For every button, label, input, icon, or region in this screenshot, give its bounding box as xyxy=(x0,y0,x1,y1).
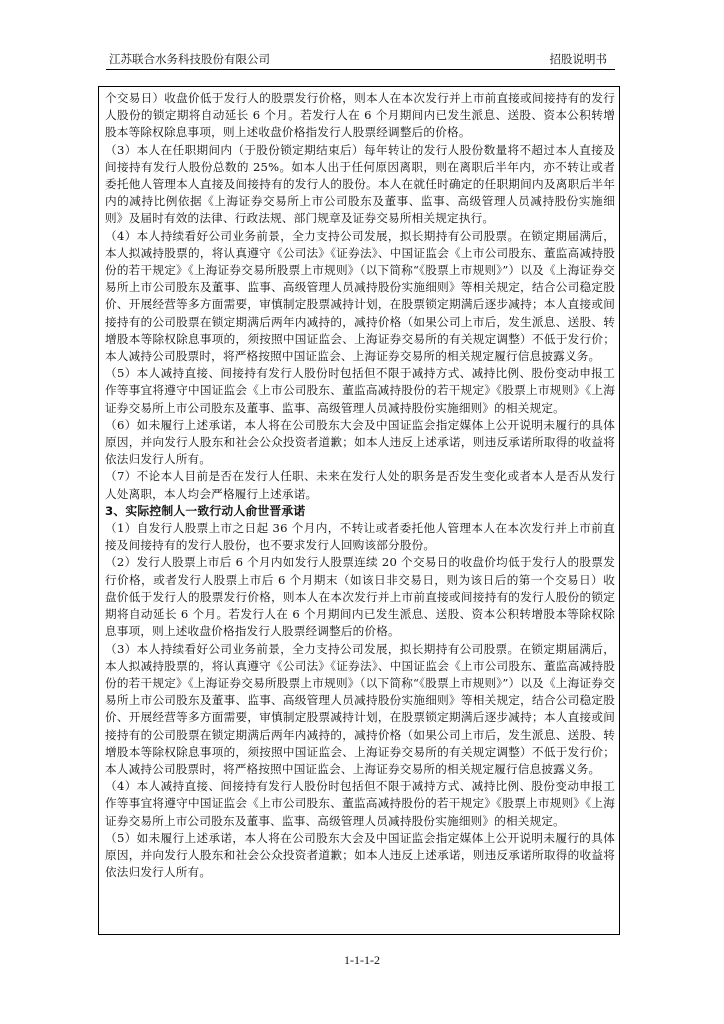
commitment-text-box xyxy=(98,86,620,935)
section-heading: 3、实际控制人一致行动人俞世晋承诺 xyxy=(105,503,306,518)
paragraph: （6）如未履行上述承诺，本人将在公司股东大会及中国证监会指定媒体上公开说明未履行的具体原因，并向发行人股东和社会公众投资者道歉；如本人违反上述承诺，则违反承诺所取得的收益将依法归发行人所有。 xyxy=(105,417,615,467)
document-title: 招股说明书 xyxy=(549,52,607,66)
paragraph: （7）不论本人目前是否在发行人任职、未来在发行人处的职务是否发生变化或者本人是否从发行人处离职，本人均会严格履行上述承诺。 xyxy=(105,469,615,501)
paragraph: （5）如未履行上述承诺，本人将在公司股东大会及中国证监会指定媒体上公开说明未履行的具体原因，并向发行人股东和社会公众投资者道歉；如本人违反上述承诺，则违反承诺所取得的收益将依法归发行人所有。 xyxy=(105,830,615,880)
paragraph: （3）本人在任职期间内（于股份锁定期结束后）每年转让的发行人股份数量将不超过本人直接及间接持有发行人股份总数的 25%。如本人出于任何原因离职，则在离职后半年内，亦不转让或者委托他人管理本人直接及间接持有的发行人的股份。本人在就任时确定的任职期间内及离职后半年内的减持比例依据《上海证券交易所上市公司股东及董事、监事、高级管理人员减持股份实施细则》及届时有效的法律、行政法规、部门规章及证券交易所相关规定执行。 xyxy=(105,142,615,226)
paragraph: 个交易日）收盘价低于发行人的股票发行价格，则本人在本次发行并上市前直接或间接持有的发行人股份的锁定期将自动延长 6 个月。若发行人在 6 个月期间内已发生派息、送股、资本公积转增股本等除权除息事项，则上述收盘价格指发行人股票经调整后的价格。 xyxy=(105,91,615,140)
paragraph: （1）自发行人股票上市之日起 36 个月内，不转让或者委托他人管理本人在本次发行并上市前直接及间接持有的发行人股份，也不要求发行人回购该部分股份。 xyxy=(105,521,615,553)
company-name: 江苏联合水务科技股份有限公司 xyxy=(109,52,270,66)
paragraph: （4）本人减持直接、间接持有发行人股份时包括但不限于减持方式、减持比例、股份变动申报工作等事宜将遵守中国证监会《上市公司股东、董监高减持股份的若干规定》《股票上市规则》《上海证券交易所上市公司股东及董事、监事、高级管理人员减持股份实施细则》的相关规定。 xyxy=(105,779,615,828)
paragraph: （5）本人减持直接、间接持有发行人股份时包括但不限于减持方式、减持比例、股份变动申报工作等事宜将遵守中国证监会《上市公司股东、董监高减持股份的若干规定》《股票上市规则》《上海证券交易所上市公司股东及董事、监事、高级管理人员减持股份实施细则》的相关规定。 xyxy=(105,366,615,415)
page-header xyxy=(106,49,615,70)
paragraph: （3）本人持续看好公司业务前景，全力支持公司发展，拟长期持有公司股票。在锁定期届满后，本人拟减持股票的，将认真遵守《公司法》《证券法》、中国证监会《上市公司股东、董监高减持股份的若干规定》《上海证券交易所股票上市规则》（以下简称“《股票上市规则》”）以及《上海证券交易所上市公司股东及董事、监事、高级管理人员减持股份实施细则》等相关规定，结合公司稳定股价、开展经营等多方面需要，审慎制定股票减持计划，在股票锁定期满后逐步减持；本人直接或间接持有的公司股票在锁定期满后两年内减持的，减持价格（如果公司上市后，发生派息、送股、转增股本等除权除息事项的，须按照中国证监会、上海证券交易所的有关规定调整）不低于发行价；本人减持公司股票时，将严格按照中国证监会、上海证券交易所的相关规定履行信息披露义务。 xyxy=(105,641,615,776)
paragraph: （2）发行人股票上市后 6 个月内如发行人股票连续 20 个交易日的收盘价均低于发行人的股票发行价格，或者发行人股票上市后 6 个月期末（如该日非交易日，则为该日后的第一个交易日）收盘价低于发行人的股票发行价格，则本人在本次发行并上市前直接或间接持有的发行人股份的锁定期将自动延长 6 个月。若发行人在 6 个月期间内已发生派息、送股、资本公积转增股本等除权除息事项，则上述收盘价格指发行人股票经调整后的价格。 xyxy=(105,555,615,639)
page-number: 1-1-1-2 xyxy=(344,953,380,967)
paragraph: （4）本人持续看好公司业务前景，全力支持公司发展，拟长期持有公司股票。在锁定期届满后，本人拟减持股票的，将认真遵守《公司法》《证券法》、中国证监会《上市公司股东、董监高减持股份的若干规定》《上海证券交易所股票上市规则》（以下简称“《股票上市规则》”）以及《上海证券交易所上市公司股东及董事、监事、高级管理人员减持股份实施细则》等相关规定，结合公司稳定股价、开展经营等多方面需要，审慎制定股票减持计划，在股票锁定期满后逐步减持；本人直接或间接持有的公司股票在锁定期满后两年内减持的，减持价格（如果公司上市后，发生派息、送股、转增股本等除权除息事项的，须按照中国证监会、上海证券交易所的有关规定调整）不低于发行价；本人减持公司股票时，将严格按照中国证监会、上海证券交易所的相关规定履行信息披露义务。 xyxy=(105,228,615,364)
